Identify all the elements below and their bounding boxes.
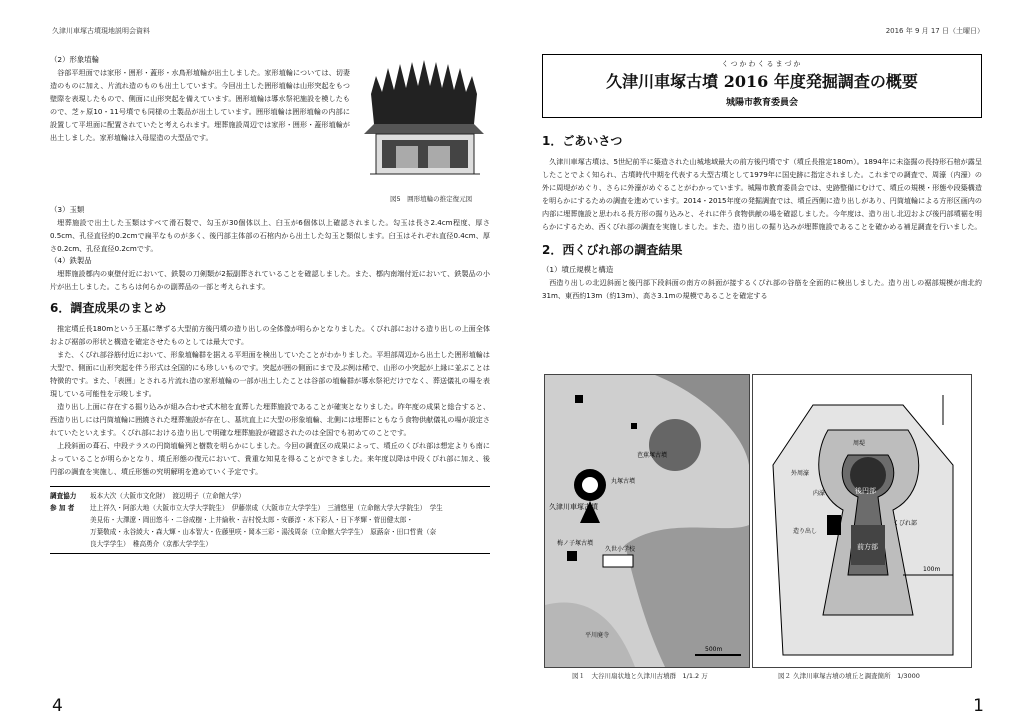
page-number-left: 4 (52, 696, 63, 716)
map-label: 丸塚古墳 (611, 478, 636, 485)
credit-row: 参 加 者 辻上祥久・阿部大地（大阪市立大学大学院生） 伊藤崇成（大阪市立大学学生） 三浦悠里（立命館大学大学院生） 学生 (50, 504, 443, 512)
figure-1-map (544, 374, 750, 668)
title-ruby: くつかわくるまづか (721, 60, 803, 68)
figure-1-caption: 図１ 大谷川扇状地と久津川古墳群 1/1.2 万 (572, 672, 708, 680)
map-scale: 500m (705, 646, 723, 653)
results-subheading: （1）墳丘規模と構造 (542, 265, 614, 274)
figure-2-plan (752, 374, 972, 668)
map-label: 久津川車塚古墳 (549, 503, 598, 511)
section-iron-title: （4）鉄製品 (50, 256, 92, 265)
section-shape-haniwa-text: 谷部平坦面では家形・囲形・蓋形・水鳥形埴輪が出土しました。家形埴輪については、切妻造のものに加え、片流れ造のものも出土しています。今回出土した囲形埴輪は山形突起をもつ壁際を表現したもので、側面に山形突起を備えています。囲形埴輪は導水祭祀施設を模したもので、芝ヶ原10・11号墳でも同様の土製品が出土しています。囲形埴輪は囲形埴輪の内部に設置して平坦面に配置されていたと考えられます。埋葬施設周辺では家形・囲形・蓋形埴輪が出土しました。家形埴輪は入母屋造の大型品です。 (50, 68, 350, 142)
summary-paragraph-4: 上段斜面の葺石、中段テラスの円筒埴輪列と樹数を明らかにしました。今回の調査区の成果によって、墳丘のくびれ部は想定よりも南によっていることが明らかとなり、墳丘形態の復元において、貴重な知見を得ることができました。来年度以降は中段くびれ部に加え、後円部の調査を実施し、墳丘形態の究明解明を進めていく予定です。 (50, 441, 490, 476)
plan-label: 外周濠 (791, 470, 810, 477)
organization: 城陽市教育委員会 (725, 98, 798, 108)
plan-label: 内濠 (813, 490, 826, 497)
enclosure-haniwa-illustration (356, 54, 490, 192)
summary-heading: 6．調査成果のまとめ (50, 301, 167, 315)
plan-label: くびれ部 (893, 520, 918, 527)
greeting-text: 久津川車塚古墳は、5世紀前半に築造された山城地域最大の前方後円墳です（墳丘長推定180m）。1894年に未盗掘の長持形石棺が露呈したことでよく知られ、古墳時代中期を代表する大型古墳として1979年に国史跡に指定されました。これまでの調査で、周濠（内濠）の外に周堤がめぐり、さらに外濠がめぐることがわかっています。城陽市教育委員会では、史跡整備にむけて、墳丘の規模・形態や段築構造を明らかにするための調査を進めています。2014・2015年度の発掘調査では、墳丘西側に造り出しがあり、円筒埴輪による方形区画内の内部に埋葬施設と思われる長方形の掘り込みと、それに伴う食物供献の場を確認しました。今年度は、造り出し北辺および後円部墳裾を明らかにするため、西くびれ部の調査を実施しました。また、造り出しの掘り込みが埋葬施設であることを確かめる補足調査を行いました。 (542, 157, 982, 231)
header-left: 久津川車塚古墳現地説明会資料 (52, 27, 150, 35)
figure-5 (356, 54, 490, 204)
section-beads-title: （3）玉類 (50, 205, 85, 214)
plan-label: 造り出し (793, 528, 818, 535)
credit-row: 調査協力 坂本大次（大阪市文化財） 渡辺明子（立命館大学） (50, 492, 245, 500)
results-heading: 2．西くびれ部の調査結果 (542, 243, 683, 257)
plan-label: 周堤 (853, 440, 866, 447)
greeting-heading: 1．ごあいさつ (542, 134, 623, 148)
summary-paragraph-3: 造り出し上面に存在する掘り込みが組み合わせ式木棺を直葬した埋葬施設であることが確実となりました。昨年度の成果と総合すると、西造り出しには円筒埴輪に囲繞された埋葬施設が存在し、墓坑直上に大型の形象埴輪、北側には埋葬にともなう食物供献儀礼の場が設定されていたといえます。くびれ部における造り出しで明確な埋葬施設が確認されたのは全国でも初めてのことです。 (50, 402, 490, 437)
title-box (542, 54, 982, 118)
summary-paragraph-2: また、くびれ部谷筋付近において、形象埴輪群を据える平坦面を検出していたことがわかりました。平坦部周辺から出土した囲形埴輪は大型で、側面に山形突起を伴う形式は全国的にも珍しいものです。突起が囲の側面にまで及ぶ例は稀で、山形の小突起が上縁に並ぶことは特徴的です。また、「表囲」とされる片流れ造の家形埴輪の一部が出土したことは谷部の埴輪群が導水祭祀だけでなく、葬送儀礼の場を表現している可能性を示唆します。 (50, 350, 490, 398)
plan-label: 前方部 (857, 543, 878, 551)
map-label: 平川廃寺 (585, 632, 610, 639)
header-right: 2016 年 9 月 17 日（土曜日） (885, 27, 984, 35)
section-beads-text: 埋葬施設で出土した玉類はすべて滑石製で、勾玉が30個体以上、臼玉が6個体以上確認されました。勾玉は長さ2.4cm程度、厚さ0.5cm、孔径直径約0.2cmで扁平なものが多く、後円部主体部の石棺内から出土した勾玉と類似します。臼玉はそれぞれ直径0.4cm、厚さ0.2cm、孔径直径0.2cmです。 (50, 218, 490, 253)
results-text: 西造り出しの北辺斜面と後円部下段斜面の南方の斜面が接するくびれ部の谷筋を全面的に検出しました。造り出しの裾部規模が南北約31m、東西約13m（約13m）、高さ3.1mの規模であることを確定する (542, 278, 982, 300)
map-label: 久世小学校 (605, 546, 636, 553)
figure-2-caption: 図２ 久津川車塚古墳の墳丘と調査箇所 1/3000 (778, 672, 920, 680)
map-label: 梅ノ子塚古墳 (557, 540, 594, 547)
credit-row: 美見佑・大澤遼・岡田悠斗・二谷成樹・上井綸秋・吉村悦太郎・安藤淳・木下彩人・日下孝輝・菅田健太郎・ (90, 516, 414, 524)
credits-box (50, 486, 490, 554)
map-label: 芭蕉塚古墳 (637, 452, 668, 459)
credit-row: 万葉敬成・永谷綾大・森大輝・山本智大・佐藤里咲・岡本三彩・湯浅周奈（立命館大学学生） 原蕗奈・田口哲貴（奈 (90, 528, 437, 536)
section-iron-text: 埋葬施設槨内の東壁付近において、鉄製の刀剣類が2振副葬されていることを確認しました。また、槨内南端付近において、鉄製品の小片が出土しました。こちらは何らかの副葬品の一部と考えられます。 (50, 269, 490, 291)
left-page (50, 54, 490, 694)
figure-5-caption: 図5 囲形埴輪の推定復元図 (390, 195, 473, 203)
plan-label: 後円部 (855, 487, 876, 495)
credit-row: 良大学学生） 稚高勇介（京都大学学生） (90, 540, 212, 548)
kofun-group-map (545, 375, 749, 667)
section-shape-haniwa-title: （2）形象埴輪 (50, 55, 100, 64)
summary-paragraph-1: 推定墳丘長180mという王墓に準ずる大型前方後円墳の造り出しの全体像が明らかとなりました。くびれ部における造り出しの上面全体および裾部の形状と構造を確定させたものとしては最大です。 (50, 324, 490, 346)
tumulus-plan (753, 375, 971, 667)
page-title: 久津川車塚古墳 2016 年度発掘調査の概要 (606, 72, 918, 91)
page-number-right: 1 (973, 696, 984, 716)
plan-scale: 100m (923, 566, 941, 573)
